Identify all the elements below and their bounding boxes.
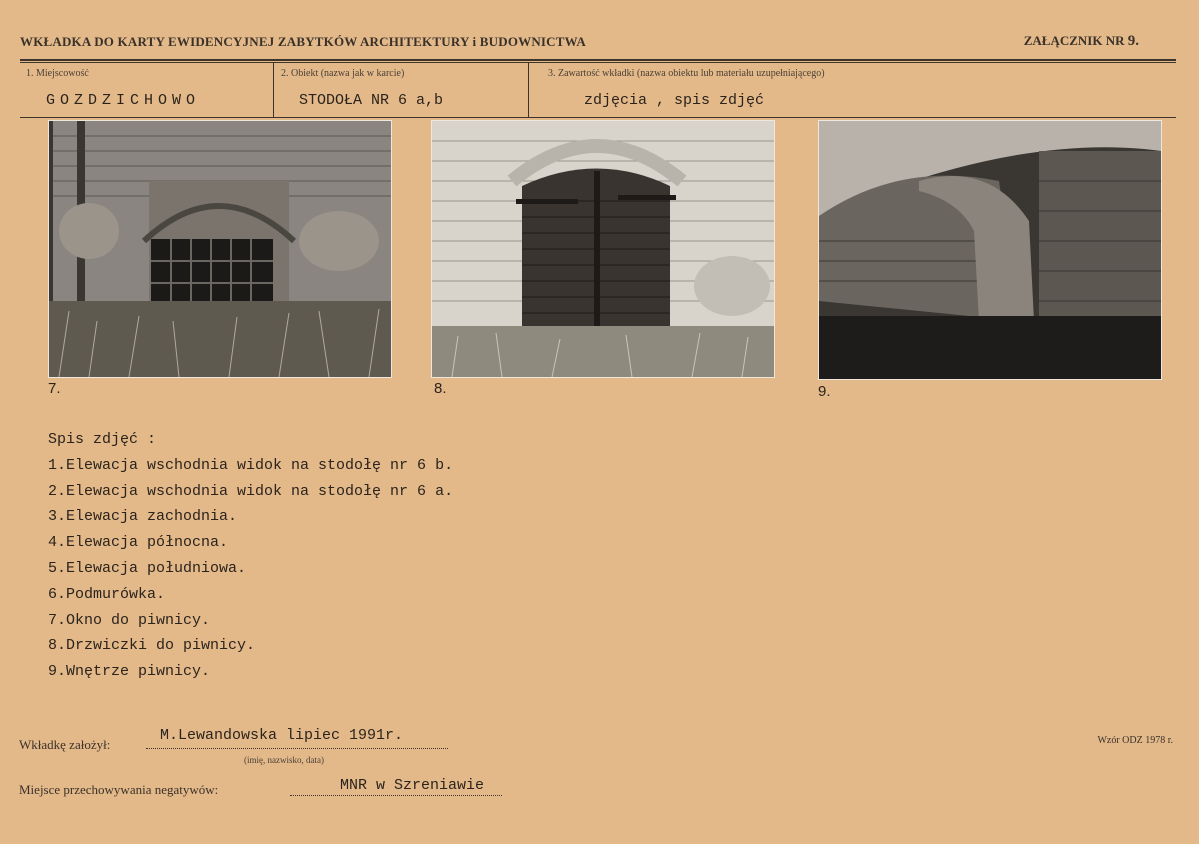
field-divider — [273, 63, 274, 117]
list-item: 2.Elewacja wschodnia widok na stodołę nr 6 a. — [48, 482, 454, 500]
photo-number: 7. — [48, 380, 61, 397]
author-value: M.Lewandowska lipiec 1991r. — [160, 727, 404, 744]
list-item: 5.Elewacja południowa. — [48, 559, 247, 577]
storage-dotline — [290, 795, 502, 796]
locality-value: GOZDZICHOWO — [46, 92, 201, 109]
storage-value: MNR w Szreniawie — [340, 777, 485, 794]
list-item: 3.Elewacja zachodnia. — [48, 508, 238, 526]
field-divider — [528, 63, 529, 117]
fields-rule — [20, 117, 1176, 118]
photo-number: 8. — [434, 380, 447, 397]
header-rule — [20, 59, 1176, 61]
list-item: 4.Elewacja północna. — [48, 534, 229, 552]
author-hint: (imię, nazwisko, data) — [244, 755, 324, 765]
storage-label: Miejsce przechowywania negatywów: — [19, 782, 219, 797]
locality-label: 1. Miejscowość — [26, 68, 89, 79]
photo-number: 9. — [818, 383, 831, 400]
photo-cellar-door — [431, 120, 775, 378]
annex-label: ZAŁĄCZNIK NR — [1023, 33, 1125, 48]
annex-number — [1024, 33, 1139, 50]
photo-list — [48, 427, 453, 685]
cellar-window-image — [49, 121, 391, 377]
list-item: 6.Podmurówka. — [48, 585, 166, 603]
photo-cellar-interior — [818, 120, 1162, 380]
form-code: Wzór ODZ 1978 r. — [1097, 735, 1173, 746]
header-rule-thin — [20, 62, 1176, 63]
content-label: 3. Zawartość wkładki (nazwa obiektu lub materiału uzupełniającego) — [548, 68, 825, 79]
author-label: Wkładkę założył: — [19, 737, 111, 752]
object-label: 2. Obiekt (nazwa jak w karcie) — [281, 68, 405, 79]
cellar-interior-image — [819, 121, 1161, 379]
object-value: STODOŁA NR 6 a,b — [299, 92, 444, 109]
cellar-door-image — [432, 121, 774, 377]
photo-cellar-window — [48, 120, 392, 378]
card-title: WKŁADKA DO KARTY EWIDENCYJNEJ ZABYTKÓW ARCHITEKTURY i BUDOWNICTWA — [20, 34, 586, 49]
list-item: 9.Wnętrze piwnicy. — [48, 663, 211, 681]
photo-list-heading: Spis zdjęć : — [48, 431, 157, 448]
list-item: 1.Elewacja wschodnia widok na stodołę nr 6 b. — [48, 456, 454, 474]
list-item: 8.Drzwiczki do piwnicy. — [48, 637, 256, 655]
author-dotline — [146, 748, 448, 749]
annex-value: 9. — [1127, 33, 1139, 49]
list-item: 7.Okno do piwnicy. — [48, 611, 211, 629]
content-value: zdjęcia , spis zdjęć — [584, 92, 765, 109]
